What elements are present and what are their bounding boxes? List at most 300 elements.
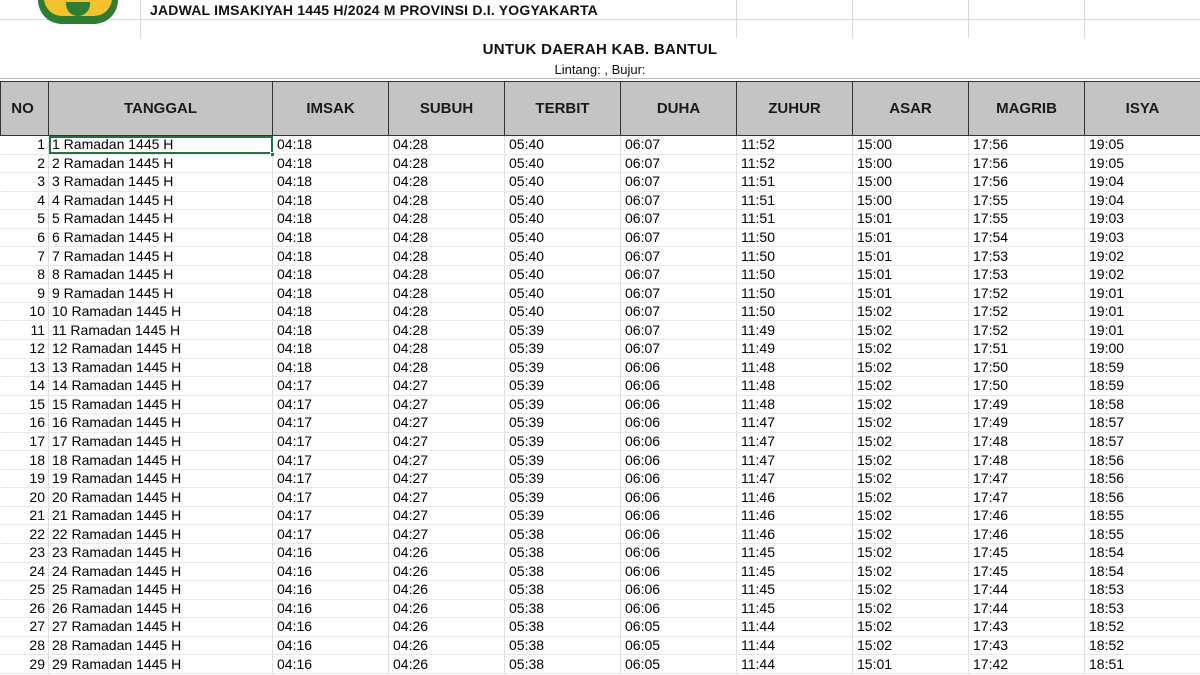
cell-imsak[interactable]: 04:16 — [273, 581, 389, 600]
cell-isya[interactable]: 19:03 — [1085, 210, 1200, 229]
cell-duha[interactable]: 06:05 — [621, 655, 737, 674]
cell-no[interactable]: 25 — [1, 581, 49, 600]
cell-magrib[interactable]: 17:52 — [969, 284, 1085, 303]
cell-subuh[interactable]: 04:26 — [389, 581, 505, 600]
cell-no[interactable]: 11 — [1, 321, 49, 340]
cell-zuhur[interactable]: 11:48 — [737, 395, 853, 414]
cell-no[interactable]: 28 — [1, 636, 49, 655]
cell-isya[interactable]: 19:02 — [1085, 265, 1200, 284]
cell-isya[interactable]: 19:04 — [1085, 191, 1200, 210]
cell-subuh[interactable]: 04:27 — [389, 469, 505, 488]
cell-isya[interactable]: 18:56 — [1085, 469, 1200, 488]
cell-tanggal[interactable]: 1 Ramadan 1445 H — [49, 136, 273, 155]
cell-tanggal[interactable]: 8 Ramadan 1445 H — [49, 265, 273, 284]
cell-imsak[interactable]: 04:18 — [273, 136, 389, 155]
cell-isya[interactable]: 18:55 — [1085, 506, 1200, 525]
cell-terbit[interactable]: 05:39 — [505, 506, 621, 525]
cell-magrib[interactable]: 17:56 — [969, 154, 1085, 173]
cell-terbit[interactable]: 05:39 — [505, 395, 621, 414]
cell-asar[interactable]: 15:02 — [853, 395, 969, 414]
cell-duha[interactable]: 06:06 — [621, 451, 737, 470]
cell-no[interactable]: 16 — [1, 414, 49, 433]
cell-duha[interactable]: 06:07 — [621, 228, 737, 247]
cell-zuhur[interactable]: 11:52 — [737, 154, 853, 173]
cell-terbit[interactable]: 05:40 — [505, 191, 621, 210]
cell-zuhur[interactable]: 11:46 — [737, 525, 853, 544]
cell-asar[interactable]: 15:01 — [853, 247, 969, 266]
cell-duha[interactable]: 06:06 — [621, 469, 737, 488]
cell-subuh[interactable]: 04:28 — [389, 321, 505, 340]
cell-magrib[interactable]: 17:51 — [969, 340, 1085, 359]
column-header-no[interactable]: NO — [1, 82, 49, 136]
cell-isya[interactable]: 19:01 — [1085, 302, 1200, 321]
cell-duha[interactable]: 06:07 — [621, 247, 737, 266]
cell-tanggal[interactable]: 26 Ramadan 1445 H — [49, 599, 273, 618]
cell-zuhur[interactable]: 11:51 — [737, 210, 853, 229]
cell-zuhur[interactable]: 11:45 — [737, 581, 853, 600]
cell-tanggal[interactable]: 11 Ramadan 1445 H — [49, 321, 273, 340]
cell-imsak[interactable]: 04:17 — [273, 488, 389, 507]
column-header-zuhur[interactable]: ZUHUR — [737, 82, 853, 136]
cell-asar[interactable]: 15:01 — [853, 228, 969, 247]
cell-magrib[interactable]: 17:43 — [969, 618, 1085, 637]
column-header-asar[interactable]: ASAR — [853, 82, 969, 136]
cell-terbit[interactable]: 05:38 — [505, 562, 621, 581]
cell-zuhur[interactable]: 11:44 — [737, 618, 853, 637]
cell-subuh[interactable]: 04:27 — [389, 525, 505, 544]
cell-magrib[interactable]: 17:49 — [969, 395, 1085, 414]
cell-subuh[interactable]: 04:26 — [389, 562, 505, 581]
cell-isya[interactable]: 19:01 — [1085, 284, 1200, 303]
cell-subuh[interactable]: 04:28 — [389, 340, 505, 359]
cell-isya[interactable]: 18:59 — [1085, 377, 1200, 396]
cell-tanggal[interactable]: 7 Ramadan 1445 H — [49, 247, 273, 266]
cell-terbit[interactable]: 05:40 — [505, 228, 621, 247]
cell-subuh[interactable]: 04:28 — [389, 302, 505, 321]
cell-asar[interactable]: 15:00 — [853, 173, 969, 192]
cell-asar[interactable]: 15:02 — [853, 321, 969, 340]
cell-no[interactable]: 2 — [1, 154, 49, 173]
cell-no[interactable]: 14 — [1, 377, 49, 396]
cell-zuhur[interactable]: 11:48 — [737, 358, 853, 377]
cell-zuhur[interactable]: 11:51 — [737, 191, 853, 210]
cell-imsak[interactable]: 04:17 — [273, 414, 389, 433]
cell-imsak[interactable]: 04:18 — [273, 210, 389, 229]
cell-zuhur[interactable]: 11:46 — [737, 506, 853, 525]
cell-tanggal[interactable]: 27 Ramadan 1445 H — [49, 618, 273, 637]
cell-no[interactable]: 15 — [1, 395, 49, 414]
cell-isya[interactable]: 18:58 — [1085, 395, 1200, 414]
cell-subuh[interactable]: 04:27 — [389, 432, 505, 451]
cell-asar[interactable]: 15:02 — [853, 432, 969, 451]
cell-zuhur[interactable]: 11:50 — [737, 228, 853, 247]
cell-no[interactable]: 26 — [1, 599, 49, 618]
cell-tanggal[interactable]: 6 Ramadan 1445 H — [49, 228, 273, 247]
cell-duha[interactable]: 06:07 — [621, 210, 737, 229]
cell-duha[interactable]: 06:07 — [621, 191, 737, 210]
cell-magrib[interactable]: 17:47 — [969, 469, 1085, 488]
cell-imsak[interactable]: 04:18 — [273, 247, 389, 266]
selection-fill-handle[interactable] — [270, 152, 275, 157]
cell-tanggal[interactable]: 10 Ramadan 1445 H — [49, 302, 273, 321]
cell-asar[interactable]: 15:01 — [853, 284, 969, 303]
cell-isya[interactable]: 19:01 — [1085, 321, 1200, 340]
cell-magrib[interactable]: 17:55 — [969, 210, 1085, 229]
cell-duha[interactable]: 06:06 — [621, 377, 737, 396]
cell-zuhur[interactable]: 11:47 — [737, 451, 853, 470]
cell-terbit[interactable]: 05:40 — [505, 173, 621, 192]
cell-no[interactable]: 6 — [1, 228, 49, 247]
cell-magrib[interactable]: 17:50 — [969, 358, 1085, 377]
cell-no[interactable]: 3 — [1, 173, 49, 192]
cell-zuhur[interactable]: 11:45 — [737, 562, 853, 581]
coordinates-text[interactable]: Lintang: , Bujur: — [554, 62, 646, 77]
cell-zuhur[interactable]: 11:49 — [737, 321, 853, 340]
cell-tanggal[interactable]: 2 Ramadan 1445 H — [49, 154, 273, 173]
cell-asar[interactable]: 15:02 — [853, 506, 969, 525]
cell-no[interactable]: 27 — [1, 618, 49, 637]
cell-tanggal[interactable]: 28 Ramadan 1445 H — [49, 636, 273, 655]
cell-isya[interactable]: 18:57 — [1085, 414, 1200, 433]
cell-no[interactable]: 1 — [1, 136, 49, 155]
cell-isya[interactable]: 19:00 — [1085, 340, 1200, 359]
cell-duha[interactable]: 06:06 — [621, 544, 737, 563]
cell-terbit[interactable]: 05:38 — [505, 581, 621, 600]
cell-duha[interactable]: 06:06 — [621, 525, 737, 544]
cell-asar[interactable]: 15:02 — [853, 525, 969, 544]
cell-magrib[interactable]: 17:46 — [969, 525, 1085, 544]
cell-subuh[interactable]: 04:26 — [389, 636, 505, 655]
cell-zuhur[interactable]: 11:44 — [737, 655, 853, 674]
cell-subuh[interactable]: 04:27 — [389, 506, 505, 525]
cell-zuhur[interactable]: 11:47 — [737, 432, 853, 451]
cell-imsak[interactable]: 04:18 — [273, 154, 389, 173]
cell-terbit[interactable]: 05:39 — [505, 451, 621, 470]
cell-subuh[interactable]: 04:28 — [389, 136, 505, 155]
cell-tanggal[interactable]: 14 Ramadan 1445 H — [49, 377, 273, 396]
cell-asar[interactable]: 15:02 — [853, 636, 969, 655]
cell-imsak[interactable]: 04:18 — [273, 173, 389, 192]
cell-asar[interactable]: 15:00 — [853, 191, 969, 210]
cell-terbit[interactable]: 05:39 — [505, 340, 621, 359]
cell-magrib[interactable]: 17:44 — [969, 581, 1085, 600]
cell-terbit[interactable]: 05:40 — [505, 284, 621, 303]
cell-tanggal[interactable]: 23 Ramadan 1445 H — [49, 544, 273, 563]
cell-terbit[interactable]: 05:39 — [505, 432, 621, 451]
cell-duha[interactable]: 06:07 — [621, 284, 737, 303]
cell-subuh[interactable]: 04:26 — [389, 655, 505, 674]
cell-no[interactable]: 24 — [1, 562, 49, 581]
cell-asar[interactable]: 15:01 — [853, 655, 969, 674]
cell-terbit[interactable]: 05:38 — [505, 655, 621, 674]
cell-subuh[interactable]: 04:27 — [389, 488, 505, 507]
cell-subuh[interactable]: 04:26 — [389, 599, 505, 618]
cell-zuhur[interactable]: 11:50 — [737, 302, 853, 321]
cell-magrib[interactable]: 17:45 — [969, 562, 1085, 581]
cell-terbit[interactable]: 05:40 — [505, 210, 621, 229]
cell-no[interactable]: 21 — [1, 506, 49, 525]
cell-terbit[interactable]: 05:39 — [505, 469, 621, 488]
cell-zuhur[interactable]: 11:50 — [737, 247, 853, 266]
cell-no[interactable]: 18 — [1, 451, 49, 470]
cell-isya[interactable]: 18:54 — [1085, 562, 1200, 581]
cell-isya[interactable]: 18:53 — [1085, 581, 1200, 600]
cell-asar[interactable]: 15:02 — [853, 358, 969, 377]
cell-magrib[interactable]: 17:56 — [969, 136, 1085, 155]
cell-duha[interactable]: 06:07 — [621, 302, 737, 321]
cell-tanggal[interactable]: 20 Ramadan 1445 H — [49, 488, 273, 507]
cell-magrib[interactable]: 17:54 — [969, 228, 1085, 247]
cell-subuh[interactable]: 04:26 — [389, 544, 505, 563]
cell-terbit[interactable]: 05:38 — [505, 599, 621, 618]
cell-subuh[interactable]: 04:28 — [389, 191, 505, 210]
cell-tanggal[interactable]: 17 Ramadan 1445 H — [49, 432, 273, 451]
cell-zuhur[interactable]: 11:45 — [737, 599, 853, 618]
cell-magrib[interactable]: 17:43 — [969, 636, 1085, 655]
cell-terbit[interactable]: 05:39 — [505, 321, 621, 340]
cell-no[interactable]: 9 — [1, 284, 49, 303]
cell-imsak[interactable]: 04:17 — [273, 525, 389, 544]
cell-no[interactable]: 7 — [1, 247, 49, 266]
cell-magrib[interactable]: 17:53 — [969, 247, 1085, 266]
cell-imsak[interactable]: 04:17 — [273, 451, 389, 470]
cell-subuh[interactable]: 04:28 — [389, 284, 505, 303]
cell-no[interactable]: 29 — [1, 655, 49, 674]
cell-zuhur[interactable]: 11:50 — [737, 265, 853, 284]
cell-zuhur[interactable]: 11:52 — [737, 136, 853, 155]
cell-duha[interactable]: 06:07 — [621, 321, 737, 340]
column-header-subuh[interactable]: SUBUH — [389, 82, 505, 136]
cell-asar[interactable]: 15:02 — [853, 469, 969, 488]
cell-duha[interactable]: 06:06 — [621, 395, 737, 414]
cell-tanggal[interactable]: 29 Ramadan 1445 H — [49, 655, 273, 674]
cell-no[interactable]: 10 — [1, 302, 49, 321]
cell-tanggal[interactable]: 9 Ramadan 1445 H — [49, 284, 273, 303]
cell-duha[interactable]: 06:06 — [621, 432, 737, 451]
cell-terbit[interactable]: 05:39 — [505, 488, 621, 507]
cell-terbit[interactable]: 05:40 — [505, 247, 621, 266]
cell-subuh[interactable]: 04:28 — [389, 154, 505, 173]
cell-imsak[interactable]: 04:16 — [273, 636, 389, 655]
cell-magrib[interactable]: 17:55 — [969, 191, 1085, 210]
cell-subuh[interactable]: 04:28 — [389, 228, 505, 247]
cell-imsak[interactable]: 04:18 — [273, 191, 389, 210]
cell-subuh[interactable]: 04:27 — [389, 395, 505, 414]
cell-asar[interactable]: 15:02 — [853, 544, 969, 563]
cell-asar[interactable]: 15:01 — [853, 210, 969, 229]
cell-zuhur[interactable]: 11:51 — [737, 173, 853, 192]
cell-magrib[interactable]: 17:52 — [969, 321, 1085, 340]
cell-asar[interactable]: 15:02 — [853, 562, 969, 581]
cell-duha[interactable]: 06:07 — [621, 265, 737, 284]
cell-duha[interactable]: 06:05 — [621, 636, 737, 655]
cell-subuh[interactable]: 04:27 — [389, 451, 505, 470]
cell-tanggal[interactable]: 12 Ramadan 1445 H — [49, 340, 273, 359]
cell-tanggal[interactable]: 19 Ramadan 1445 H — [49, 469, 273, 488]
cell-isya[interactable]: 18:56 — [1085, 488, 1200, 507]
cell-zuhur[interactable]: 11:47 — [737, 414, 853, 433]
cell-imsak[interactable]: 04:17 — [273, 506, 389, 525]
cell-asar[interactable]: 15:02 — [853, 377, 969, 396]
cell-duha[interactable]: 06:06 — [621, 599, 737, 618]
cell-duha[interactable]: 06:07 — [621, 340, 737, 359]
cell-asar[interactable]: 15:01 — [853, 265, 969, 284]
cell-asar[interactable]: 15:02 — [853, 340, 969, 359]
cell-subuh[interactable]: 04:28 — [389, 210, 505, 229]
cell-duha[interactable]: 06:05 — [621, 618, 737, 637]
cell-imsak[interactable]: 04:16 — [273, 599, 389, 618]
column-header-terbit[interactable]: TERBIT — [505, 82, 621, 136]
cell-no[interactable]: 22 — [1, 525, 49, 544]
cell-asar[interactable]: 15:02 — [853, 581, 969, 600]
page-title[interactable]: JADWAL IMSAKIYAH 1445 H/2024 M PROVINSI D.I. YOGYAKARTA — [150, 2, 598, 18]
cell-terbit[interactable]: 05:39 — [505, 377, 621, 396]
cell-magrib[interactable]: 17:52 — [969, 302, 1085, 321]
cell-imsak[interactable]: 04:18 — [273, 265, 389, 284]
cell-zuhur[interactable]: 11:46 — [737, 488, 853, 507]
cell-isya[interactable]: 18:52 — [1085, 636, 1200, 655]
cell-zuhur[interactable]: 11:49 — [737, 340, 853, 359]
cell-duha[interactable]: 06:06 — [621, 562, 737, 581]
cell-zuhur[interactable]: 11:44 — [737, 636, 853, 655]
cell-imsak[interactable]: 04:16 — [273, 618, 389, 637]
column-header-isya[interactable]: ISYA — [1085, 82, 1200, 136]
cell-isya[interactable]: 18:55 — [1085, 525, 1200, 544]
column-header-imsak[interactable]: IMSAK — [273, 82, 389, 136]
cell-tanggal[interactable]: 3 Ramadan 1445 H — [49, 173, 273, 192]
column-header-tanggal[interactable]: TANGGAL — [49, 82, 273, 136]
cell-asar[interactable]: 15:00 — [853, 136, 969, 155]
cell-imsak[interactable]: 04:18 — [273, 340, 389, 359]
cell-no[interactable]: 19 — [1, 469, 49, 488]
cell-no[interactable]: 5 — [1, 210, 49, 229]
region-subtitle[interactable]: UNTUK DAERAH KAB. BANTUL — [482, 41, 718, 58]
cell-isya[interactable]: 18:57 — [1085, 432, 1200, 451]
cell-duha[interactable]: 06:07 — [621, 154, 737, 173]
cell-no[interactable]: 8 — [1, 265, 49, 284]
cell-magrib[interactable]: 17:56 — [969, 173, 1085, 192]
cell-terbit[interactable]: 05:40 — [505, 302, 621, 321]
cell-isya[interactable]: 18:51 — [1085, 655, 1200, 674]
cell-terbit[interactable]: 05:39 — [505, 414, 621, 433]
cell-tanggal[interactable]: 25 Ramadan 1445 H — [49, 581, 273, 600]
cell-asar[interactable]: 15:02 — [853, 599, 969, 618]
cell-isya[interactable]: 19:05 — [1085, 154, 1200, 173]
column-header-duha[interactable]: DUHA — [621, 82, 737, 136]
cell-isya[interactable]: 19:03 — [1085, 228, 1200, 247]
cell-no[interactable]: 13 — [1, 358, 49, 377]
cell-magrib[interactable]: 17:46 — [969, 506, 1085, 525]
cell-asar[interactable]: 15:02 — [853, 451, 969, 470]
cell-magrib[interactable]: 17:45 — [969, 544, 1085, 563]
cell-asar[interactable]: 15:00 — [853, 154, 969, 173]
cell-isya[interactable]: 19:04 — [1085, 173, 1200, 192]
cell-zuhur[interactable]: 11:47 — [737, 469, 853, 488]
cell-tanggal[interactable]: 5 Ramadan 1445 H — [49, 210, 273, 229]
cell-zuhur[interactable]: 11:48 — [737, 377, 853, 396]
cell-no[interactable]: 17 — [1, 432, 49, 451]
cell-terbit[interactable]: 05:40 — [505, 136, 621, 155]
cell-no[interactable]: 20 — [1, 488, 49, 507]
cell-terbit[interactable]: 05:38 — [505, 544, 621, 563]
cell-terbit[interactable]: 05:38 — [505, 525, 621, 544]
cell-duha[interactable]: 06:06 — [621, 506, 737, 525]
cell-isya[interactable]: 18:56 — [1085, 451, 1200, 470]
cell-imsak[interactable]: 04:17 — [273, 377, 389, 396]
cell-tanggal[interactable]: 18 Ramadan 1445 H — [49, 451, 273, 470]
cell-duha[interactable]: 06:06 — [621, 414, 737, 433]
cell-imsak[interactable]: 04:17 — [273, 432, 389, 451]
cell-magrib[interactable]: 17:47 — [969, 488, 1085, 507]
cell-isya[interactable]: 18:52 — [1085, 618, 1200, 637]
cell-imsak[interactable]: 04:18 — [273, 302, 389, 321]
cell-tanggal[interactable]: 15 Ramadan 1445 H — [49, 395, 273, 414]
cell-isya[interactable]: 18:53 — [1085, 599, 1200, 618]
cell-imsak[interactable]: 04:17 — [273, 469, 389, 488]
cell-no[interactable]: 4 — [1, 191, 49, 210]
cell-duha[interactable]: 06:06 — [621, 581, 737, 600]
cell-isya[interactable]: 19:02 — [1085, 247, 1200, 266]
cell-imsak[interactable]: 04:18 — [273, 321, 389, 340]
cell-terbit[interactable]: 05:38 — [505, 618, 621, 637]
cell-tanggal[interactable]: 22 Ramadan 1445 H — [49, 525, 273, 544]
cell-magrib[interactable]: 17:48 — [969, 432, 1085, 451]
cell-subuh[interactable]: 04:27 — [389, 377, 505, 396]
cell-tanggal[interactable]: 21 Ramadan 1445 H — [49, 506, 273, 525]
cell-terbit[interactable]: 05:40 — [505, 154, 621, 173]
cell-tanggal[interactable]: 16 Ramadan 1445 H — [49, 414, 273, 433]
cell-terbit[interactable]: 05:40 — [505, 265, 621, 284]
cell-imsak[interactable]: 04:17 — [273, 395, 389, 414]
cell-asar[interactable]: 15:02 — [853, 302, 969, 321]
cell-subuh[interactable]: 04:26 — [389, 618, 505, 637]
column-header-magrib[interactable]: MAGRIB — [969, 82, 1085, 136]
cell-subuh[interactable]: 04:28 — [389, 173, 505, 192]
cell-imsak[interactable]: 04:18 — [273, 228, 389, 247]
cell-no[interactable]: 12 — [1, 340, 49, 359]
cell-isya[interactable]: 19:05 — [1085, 136, 1200, 155]
cell-subuh[interactable]: 04:27 — [389, 414, 505, 433]
cell-duha[interactable]: 06:06 — [621, 488, 737, 507]
cell-magrib[interactable]: 17:42 — [969, 655, 1085, 674]
cell-asar[interactable]: 15:02 — [853, 414, 969, 433]
cell-no[interactable]: 23 — [1, 544, 49, 563]
cell-magrib[interactable]: 17:53 — [969, 265, 1085, 284]
cell-tanggal[interactable]: 24 Ramadan 1445 H — [49, 562, 273, 581]
cell-subuh[interactable]: 04:28 — [389, 358, 505, 377]
cell-imsak[interactable]: 04:16 — [273, 562, 389, 581]
cell-asar[interactable]: 15:02 — [853, 488, 969, 507]
cell-imsak[interactable]: 04:16 — [273, 655, 389, 674]
cell-imsak[interactable]: 04:18 — [273, 284, 389, 303]
cell-duha[interactable]: 06:07 — [621, 136, 737, 155]
cell-duha[interactable]: 06:07 — [621, 173, 737, 192]
cell-tanggal[interactable]: 13 Ramadan 1445 H — [49, 358, 273, 377]
cell-magrib[interactable]: 17:50 — [969, 377, 1085, 396]
cell-isya[interactable]: 18:54 — [1085, 544, 1200, 563]
cell-magrib[interactable]: 17:49 — [969, 414, 1085, 433]
cell-terbit[interactable]: 05:38 — [505, 636, 621, 655]
cell-imsak[interactable]: 04:18 — [273, 358, 389, 377]
cell-terbit[interactable]: 05:39 — [505, 358, 621, 377]
cell-imsak[interactable]: 04:16 — [273, 544, 389, 563]
cell-isya[interactable]: 18:59 — [1085, 358, 1200, 377]
cell-magrib[interactable]: 17:48 — [969, 451, 1085, 470]
cell-subuh[interactable]: 04:28 — [389, 247, 505, 266]
cell-zuhur[interactable]: 11:50 — [737, 284, 853, 303]
cell-tanggal[interactable]: 4 Ramadan 1445 H — [49, 191, 273, 210]
cell-asar[interactable]: 15:02 — [853, 618, 969, 637]
